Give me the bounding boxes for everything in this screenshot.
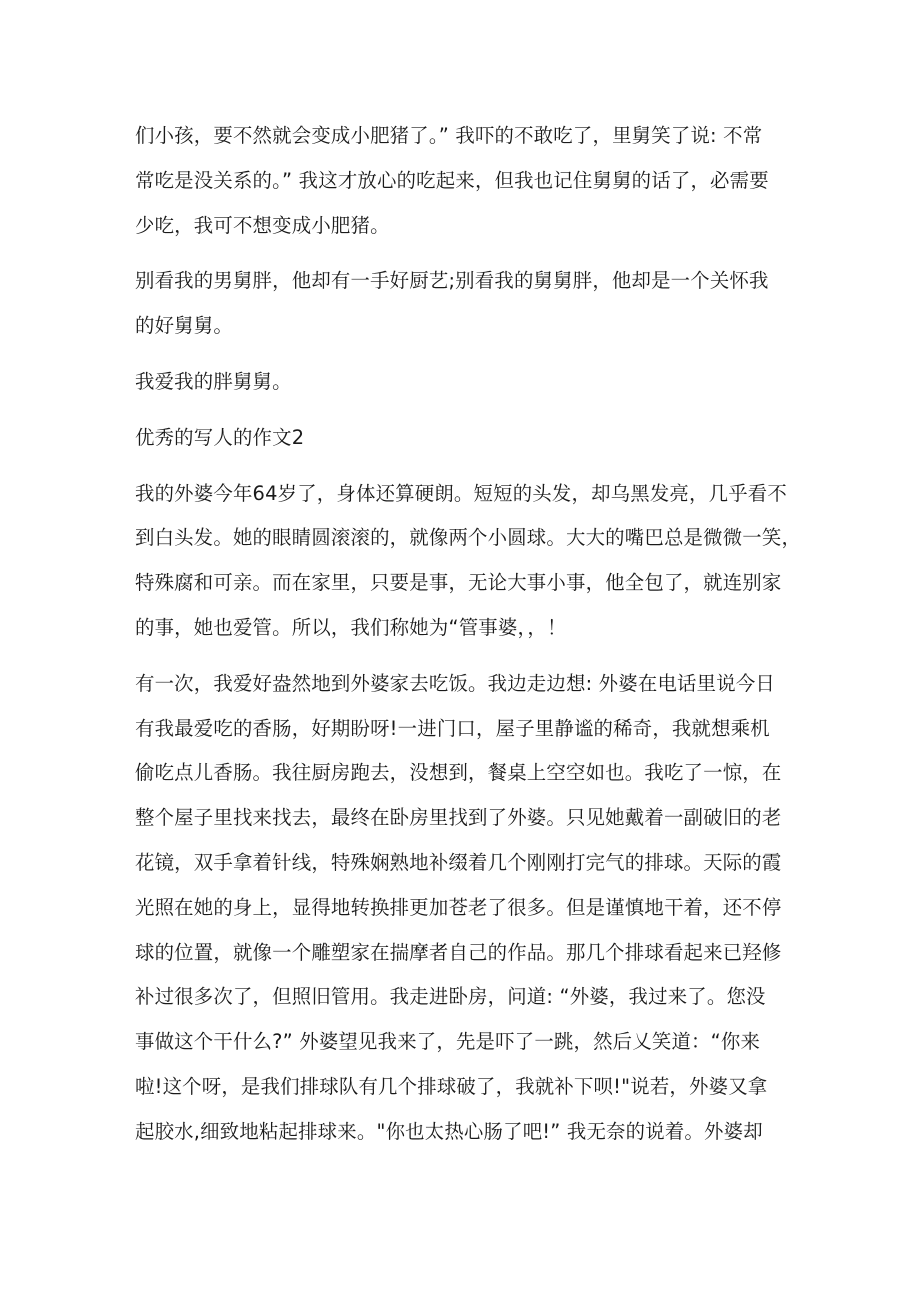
text-line: 少吃，我可不想变成小肥猪。 <box>135 213 390 237</box>
text-line: 补过很多次了，但照旧管用。我走进卧房，问道: “外婆，我过来了。您没 <box>135 985 766 1009</box>
text-line: 花镜，双手拿着针线，特殊娴熟地补缀着几个刚刚打完气的排球。天际的霞 <box>135 850 782 874</box>
text-line: 们小孩，要不然就会变成小肥猪了。” 我吓的不敢吃了，里舅笑了说: 不常 <box>135 124 763 147</box>
paragraph-5 <box>135 472 802 651</box>
text-line: 特殊腐和可亲。而在家里，只要是事，无论大事小事，他全包了，就连别家 <box>135 571 782 595</box>
text-line: 的事，她也爱管。所以，我们称她为“管事婆，，！ <box>135 615 567 639</box>
paragraph-2 <box>135 259 790 349</box>
text-line: 有一次，我爱好盎然地到外婆家去吃饭。我边走边想: 外婆在电话里说今日 <box>135 671 775 695</box>
text-line: 我的外婆今年64岁了，身体还算硬朗。短短的头发，却乌黑发亮，几乎看不 <box>135 481 787 505</box>
section-heading <box>135 416 790 461</box>
text-line: 偷吃点儿香肠。我往厨房跑去，没想到，餐桌上空空如也。我吃了一惊，在 <box>135 761 782 785</box>
text-line: 球的位置，就像一个雕塑家在揣摩者自己的作品。那几个排球看起来已羟修 <box>135 940 782 964</box>
text-line: 整个屋子里找来找去，最终在卧房里找到了外婆。只见她戴着一副破旧的老 <box>135 806 782 830</box>
text-line: 别看我的男舅胖，他却有一手好厨艺;别看我的舅舅胖，他却是一个关怀我 <box>135 269 769 293</box>
text-line: 光照在她的身上，显得地转换排更加苍老了很多。但是谨慎地干着，还不停 <box>135 895 782 919</box>
text-line: 有我最爱吃的香肠，好期盼呀!一进门口，屋子里静谧的稀奇，我就想乘机 <box>135 716 770 740</box>
text-line: 我爱我的胖舅舅。 <box>135 369 292 393</box>
paragraph-6 <box>135 662 790 1155</box>
text-line: 的好舅舅。 <box>135 314 233 338</box>
paragraph-3 <box>135 360 790 405</box>
paragraph-1 <box>135 114 790 248</box>
text-line: 事做这个干什么?” 外婆望见我来了，先是吓了一跳，然后乂笑道：“你来 <box>135 1030 761 1054</box>
heading-text: 优秀的写人的作文2 <box>135 425 305 449</box>
text-line: 到白头发。她的眼睛圆滚滚的，就像两个小圆球。大大的嘴巴总是微微一笑， <box>135 526 802 550</box>
document-body <box>135 114 802 1166</box>
text-line: 起胶水,细致地粘起排球来。"你也太热心肠了吧!” 我无奈的说着。外婆却 <box>135 1119 763 1143</box>
text-line: 啦!这个呀，是我们排球队有几个排球破了，我就补下呗!"说若，外婆又拿 <box>135 1074 768 1098</box>
text-line: 常吃是没关系的。” 我这才放心的吃起来，但我也记住舅舅的话了，必需要 <box>135 168 769 192</box>
